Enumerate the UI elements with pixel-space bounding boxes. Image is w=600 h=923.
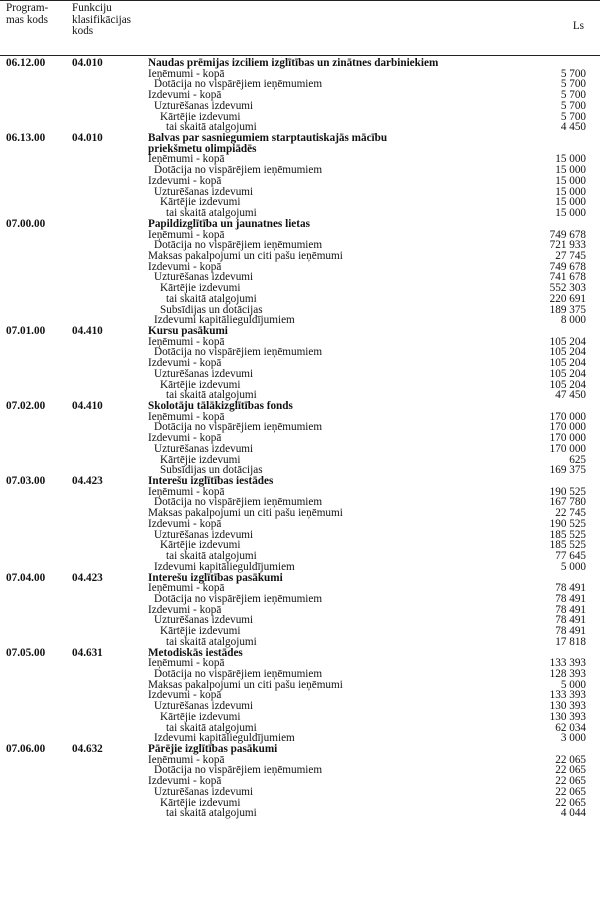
section-title-row — [0, 219, 600, 230]
row-label: Dotācija no vispārējiem ieņēmumiem — [154, 239, 323, 252]
row-label: Ieņēmumi - kopā — [148, 410, 225, 423]
row-label: Uzturēšanas izdevumi — [154, 442, 254, 455]
header-line: kods — [72, 25, 94, 37]
row-label: Uzturēšanas izdevumi — [154, 528, 254, 541]
row-label: Subsīdijas un dotācijas — [160, 464, 263, 477]
row-label: Uzturēšanas izdevumi — [154, 614, 254, 627]
row-label: Ieņēmumi - kopā — [148, 335, 225, 348]
row-value: 47 450 — [555, 389, 586, 402]
row-value: 105 204 — [549, 367, 586, 380]
row-label: Kārtējie izdevumi — [160, 378, 241, 391]
row-value: 170 000 — [549, 432, 586, 445]
row-label: tai skaitā atalgojumi — [166, 207, 257, 220]
program-code: 06.13.00 — [6, 132, 46, 145]
table-row — [0, 251, 600, 262]
table-row — [0, 530, 600, 541]
header-line: klasifikācijas — [72, 13, 132, 26]
row-value: 78 491 — [555, 592, 586, 605]
header-line: Funkciju — [72, 2, 112, 14]
table-row — [0, 165, 600, 176]
table-row — [0, 776, 600, 787]
table-row — [0, 680, 600, 691]
table-row — [0, 551, 600, 562]
row-value: 169 375 — [549, 464, 586, 477]
row-label: Kārtējie izdevumi — [160, 796, 241, 809]
row-label: Izdevumi - kopā — [148, 517, 222, 530]
row-label: tai skaitā atalgojumi — [166, 550, 257, 563]
section-title: Kursu pasākumi — [148, 324, 228, 337]
row-label: tai skaitā atalgojumi — [166, 635, 257, 648]
row-label: Uzturēšanas izdevumi — [154, 185, 254, 198]
row-value: 5 000 — [560, 560, 586, 573]
table-row — [0, 176, 600, 187]
row-label: Izdevumi - kopā — [148, 174, 222, 187]
table-row — [0, 197, 600, 208]
row-label: Dotācija no vispārējiem ieņēmumiem — [154, 164, 323, 177]
budget-table-body — [0, 58, 600, 819]
row-value: 625 — [569, 453, 586, 466]
row-label: Kārtējie izdevumi — [160, 710, 241, 723]
row-value: 552 303 — [549, 282, 586, 295]
row-value: 77 645 — [555, 550, 586, 563]
row-value: 27 745 — [555, 249, 586, 262]
row-label: Maksas pakalpojumi un citi pašu ieņēmumi — [148, 249, 343, 262]
section-title: Pārējie izglītības pasākumi — [148, 743, 278, 755]
row-label: Kārtējie izdevumi — [160, 196, 241, 209]
row-label: tai skaitā atalgojumi — [166, 292, 257, 305]
row-label: Ieņēmumi - kopā — [148, 657, 225, 670]
section-title: Papildizglītība un jaunatnes lietas — [148, 217, 310, 230]
table-row — [0, 101, 600, 112]
table-row — [0, 508, 600, 519]
table-row — [0, 262, 600, 273]
row-value: 170 000 — [549, 421, 586, 434]
row-label: tai skaitā atalgojumi — [166, 389, 257, 402]
row-value: 5 700 — [560, 99, 586, 112]
row-value: 185 525 — [549, 539, 586, 552]
currency-header: Ls — [572, 20, 584, 32]
row-label: Dotācija no vispārējiem ieņēmumiem — [154, 421, 323, 434]
table-row — [0, 294, 600, 305]
row-label: Izdevumi - kopā — [148, 432, 222, 445]
table-row — [0, 765, 600, 776]
function-code: 04.631 — [72, 646, 103, 659]
row-value: 4 450 — [560, 121, 586, 134]
program-code: 07.02.00 — [6, 400, 46, 412]
row-label: Uzturēšanas izdevumi — [154, 700, 254, 713]
table-row — [0, 637, 600, 648]
row-value: 15 000 — [555, 164, 586, 177]
function-code: 04.010 — [72, 132, 103, 145]
program-code: 07.00.00 — [6, 217, 46, 230]
table-row — [0, 787, 600, 798]
section-title: Naudas prēmijas izciliem izglītības un zinātnes darbiniekiem — [148, 57, 439, 69]
row-value: 167 780 — [549, 496, 586, 509]
row-label: Maksas pakalpojumi un citi pašu ieņēmumi — [148, 507, 343, 520]
row-value: 78 491 — [555, 582, 586, 595]
row-label: Dotācija no vispārējiem ieņēmumiem — [154, 78, 323, 91]
table-row — [0, 626, 600, 637]
row-value: 78 491 — [555, 625, 586, 638]
row-value: 15 000 — [555, 196, 586, 209]
row-value: 130 393 — [549, 710, 586, 723]
table-row — [0, 112, 600, 123]
row-value: 128 393 — [549, 667, 586, 680]
row-label: Kārtējie izdevumi — [160, 282, 241, 295]
row-value: 22 065 — [555, 764, 586, 777]
table-row — [0, 594, 600, 605]
row-value: 189 375 — [549, 303, 586, 316]
row-value: 17 818 — [555, 635, 586, 648]
row-label: Izdevumi - kopā — [148, 89, 222, 102]
table-row — [0, 562, 600, 573]
row-value: 5 700 — [560, 67, 586, 80]
table-row — [0, 540, 600, 551]
header-line: mas kods — [6, 13, 48, 26]
row-label: Subsīdijas un dotācijas — [160, 303, 263, 316]
row-value: 15 000 — [555, 174, 586, 187]
row-label: Ieņēmumi - kopā — [148, 228, 225, 241]
table-row — [0, 369, 600, 380]
row-value: 15 000 — [555, 207, 586, 220]
row-value: 78 491 — [555, 614, 586, 627]
row-value: 130 393 — [549, 700, 586, 713]
function-code: 04.410 — [72, 324, 103, 337]
row-label: Izdevumi - kopā — [148, 357, 222, 370]
table-row — [0, 272, 600, 283]
section-title: Balvas par sasniegumiem starptautiskajās mācību — [148, 132, 388, 145]
row-value: 105 204 — [549, 346, 586, 359]
table-row — [0, 433, 600, 444]
row-value: 4 044 — [560, 807, 586, 820]
function-code: 04.423 — [72, 571, 103, 584]
table-row — [0, 90, 600, 101]
row-value: 15 000 — [555, 185, 586, 198]
row-value: 22 065 — [555, 753, 586, 766]
row-label: Uzturēšanas izdevumi — [154, 99, 254, 112]
table-row — [0, 808, 600, 819]
row-value: 133 393 — [549, 657, 586, 670]
row-label: Izdevumi kapitālieguldījumiem — [154, 314, 295, 327]
table-row — [0, 380, 600, 391]
section-title-row — [0, 326, 600, 337]
row-label: Uzturēšanas izdevumi — [154, 367, 254, 380]
row-label: Izdevumi - kopā — [148, 603, 222, 616]
table-row — [0, 444, 600, 455]
row-value: 22 065 — [555, 785, 586, 798]
table-row — [0, 519, 600, 530]
table-row — [0, 347, 600, 358]
table-row — [0, 690, 600, 701]
row-label: tai skaitā atalgojumi — [166, 807, 257, 820]
row-label: Izdevumi kapitālieguldījumiem — [154, 560, 295, 573]
row-label: Uzturēšanas izdevumi — [154, 785, 254, 798]
table-row — [0, 358, 600, 369]
row-value: 105 204 — [549, 357, 586, 370]
row-value: 220 691 — [549, 292, 586, 305]
row-label: Izdevumi - kopā — [148, 775, 222, 788]
row-value: 22 065 — [555, 796, 586, 809]
row-label: Kārtējie izdevumi — [160, 539, 241, 552]
table-row — [0, 187, 600, 198]
table-header — [0, 0, 600, 56]
row-value: 190 525 — [549, 485, 586, 498]
program-code: 07.01.00 — [6, 324, 46, 337]
row-value: 78 491 — [555, 603, 586, 616]
row-value: 721 933 — [549, 239, 586, 252]
program-code: 07.03.00 — [6, 475, 46, 488]
row-label: Izdevumi - kopā — [148, 689, 222, 702]
section-title: Interešu izglītības iestādes — [148, 475, 274, 488]
row-value: 749 678 — [549, 260, 586, 273]
row-label: Izdevumi kapitālieguldījumiem — [154, 732, 295, 745]
table-row — [0, 712, 600, 723]
function-code: 04.632 — [72, 743, 103, 755]
section-title-row — [0, 401, 600, 412]
section-title: Metodiskās iestādes — [148, 646, 243, 659]
row-value: 190 525 — [549, 517, 586, 530]
row-value: 105 204 — [549, 378, 586, 391]
row-value: 5 700 — [560, 78, 586, 91]
section-title-row — [0, 133, 600, 144]
row-label: Dotācija no vispārējiem ieņēmumiem — [154, 346, 323, 359]
row-label: tai skaitā atalgojumi — [166, 721, 257, 734]
table-row — [0, 701, 600, 712]
row-value: 8 000 — [560, 314, 586, 327]
program-code: 07.06.00 — [6, 743, 46, 755]
row-label: Uzturēšanas izdevumi — [154, 271, 254, 284]
row-value: 170 000 — [549, 410, 586, 423]
row-value: 62 034 — [555, 721, 586, 734]
row-value: 133 393 — [549, 689, 586, 702]
row-value: 170 000 — [549, 442, 586, 455]
section-title: priekšmetu olimpiādēs — [148, 142, 257, 155]
program-code: 07.04.00 — [6, 571, 46, 584]
row-label: Dotācija no vispārējiem ieņēmumiem — [154, 764, 323, 777]
table-row — [0, 723, 600, 734]
row-value: 5 700 — [560, 110, 586, 123]
row-value: 5 700 — [560, 89, 586, 102]
table-row — [0, 79, 600, 90]
row-value: 22 065 — [555, 775, 586, 788]
row-label: Dotācija no vispārējiem ieņēmumiem — [154, 667, 323, 680]
row-value: 105 204 — [549, 335, 586, 348]
row-label: tai skaitā atalgojumi — [166, 121, 257, 134]
row-label: Izdevumi - kopā — [148, 260, 222, 273]
table-row — [0, 422, 600, 433]
row-label: Kārtējie izdevumi — [160, 625, 241, 638]
row-label: Dotācija no vispārējiem ieņēmumiem — [154, 496, 323, 509]
section-title-row — [0, 58, 600, 69]
row-label: Kārtējie izdevumi — [160, 110, 241, 123]
table-row — [0, 455, 600, 466]
table-row — [0, 615, 600, 626]
program-code: 06.12.00 — [6, 57, 46, 69]
program-code-header — [6, 3, 48, 26]
row-value: 15 000 — [555, 153, 586, 166]
section-title-row — [0, 476, 600, 487]
section-title-row — [0, 573, 600, 584]
row-label: Ieņēmumi - kopā — [148, 153, 225, 166]
row-label: Kārtējie izdevumi — [160, 453, 241, 466]
row-label: Ieņēmumi - kopā — [148, 582, 225, 595]
function-code: 04.410 — [72, 400, 103, 412]
function-code: 04.010 — [72, 57, 103, 69]
program-code: 07.05.00 — [6, 646, 46, 659]
row-label: Ieņēmumi - kopā — [148, 753, 225, 766]
section-title-row — [0, 144, 600, 155]
row-value: 22 745 — [555, 507, 586, 520]
row-label: Dotācija no vispārējiem ieņēmumiem — [154, 592, 323, 605]
row-value: 749 678 — [549, 228, 586, 241]
section-title-row — [0, 744, 600, 755]
section-title-row — [0, 648, 600, 659]
row-value: 741 678 — [549, 271, 586, 284]
table-row — [0, 605, 600, 616]
row-value: 3 000 — [560, 732, 586, 745]
function-code: 04.423 — [72, 475, 103, 488]
row-value: 5 000 — [560, 678, 586, 691]
function-code-header — [72, 3, 131, 38]
section-title: Skolotāju tālākizglītības fonds — [148, 400, 293, 412]
row-label: Ieņēmumi - kopā — [148, 67, 225, 80]
row-label: Ieņēmumi - kopā — [148, 485, 225, 498]
table-row — [0, 305, 600, 316]
header-line: Program- — [6, 2, 49, 14]
table-row — [0, 283, 600, 294]
table-row — [0, 798, 600, 809]
row-label: Maksas pakalpojumi un citi pašu ieņēmumi — [148, 678, 343, 691]
section-title: Interešu izglītības pasākumi — [148, 571, 283, 584]
row-value: 185 525 — [549, 528, 586, 541]
